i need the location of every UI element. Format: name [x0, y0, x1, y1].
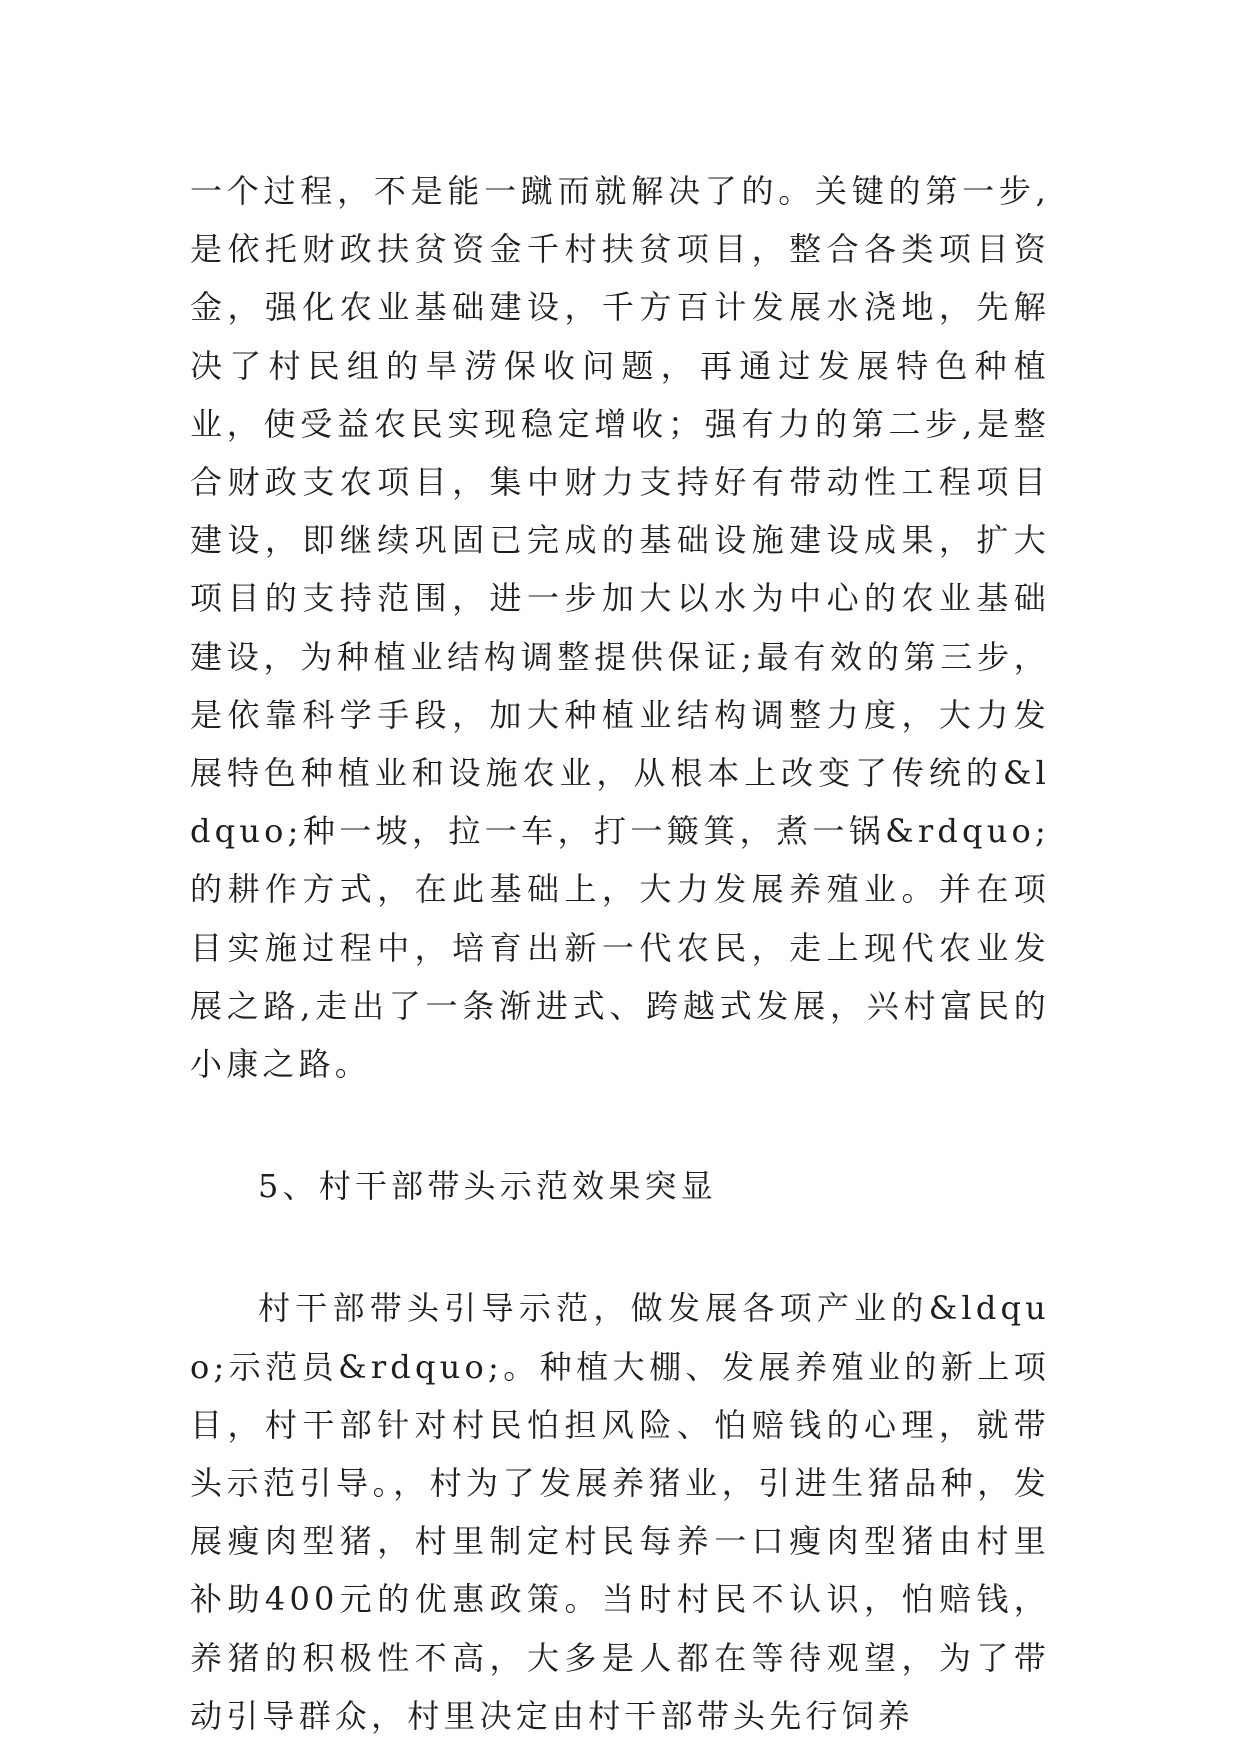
paragraph-intro: 一个过程，不是能一蹴而就解决了的。关键的第一步,是依托财政扶贫资金千村扶贫项目，整合各类项目资金，强化农业基础建设，千方百计发展水浇地，先解决了村民组的旱涝保收问题，再通过发展特色种植业，使受益农民实现稳定增收；强有力的第二步,是整合财政支农项目，集中财力支持好有带动性工程项目建设，即继续巩固已完成的基础设施建设成果，扩大项目的支持范围，进一步加大以水为中心的农业基础建设，为种植业结构调整提供保证;最有效的第三步，是依靠科学手段，加大种植业结构调整力度，大力发展特色种植业和设施农业，从根本上改变了传统的&ldquo;种一坡，拉一车，打一簸箕，煮一锅&rdquo;的耕作方式，在此基础上，大力发展养殖业。并在项目实施过程中，培育出新一代农民，走上现代农业发展之路,走出了一条渐进式、跨越式发展，兴村富民的小康之路。 — [190, 172, 1050, 1084]
paragraph-section-5: 村干部带头引导示范，做发展各项产业的&ldquo;示范员&rdquo;。种植大棚、发展养殖业的新上项目，村干部针对村民怕担风险、怕赔钱的心理，就带头示范引导。，村为了发展养猪业，引进生猪品种，发展瘦肉型猪，村里制定村民每养一口瘦肉型猪由村里补助400元的优惠政策。当时村民不认识，怕赔钱，养猪的积极性不高，大多是人都在等待观望，为了带动引导群众，村里决定由村干部带头先行饲养 — [190, 1289, 1050, 1735]
section-heading: 5、村干部带头示范效果突显 — [258, 1167, 717, 1206]
document-body — [190, 162, 1050, 1745]
